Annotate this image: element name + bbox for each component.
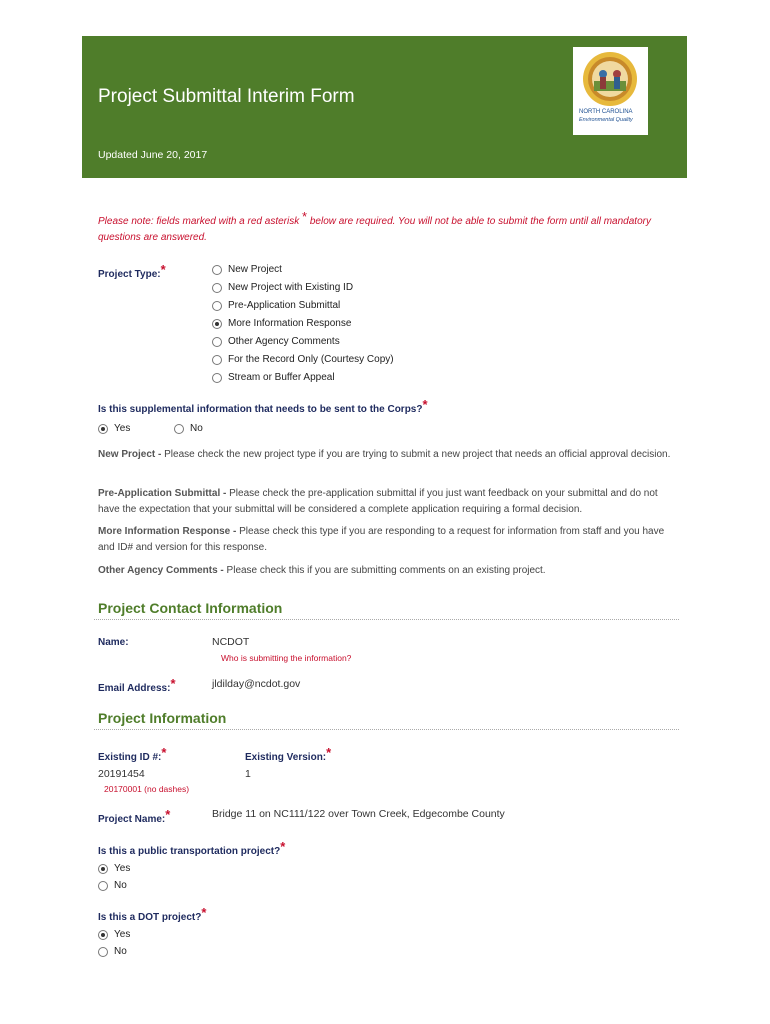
help-other-agency: Other Agency Comments - Please check this if you are submitting comments on an existing project. [98, 565, 546, 576]
required-note [98, 209, 658, 246]
project-type-option[interactable] [212, 336, 340, 347]
project-type-option[interactable] [212, 318, 351, 329]
dot-project-yes-radio[interactable]: Yes [98, 929, 130, 940]
project-type-option-label: Other Agency Comments [228, 336, 340, 347]
public-transport-label: Is this a public transportation project?* [98, 839, 286, 857]
note-text-end: below are required. You will not be able to submit the form until all mandatory questions are answered. [98, 216, 651, 243]
existing-id-label: Existing ID #:* [98, 745, 167, 763]
dot-project-no-radio[interactable]: No [98, 946, 127, 957]
section-divider [94, 729, 679, 730]
form-header [82, 36, 687, 178]
project-type-option-label: New Project with Existing ID [228, 282, 354, 293]
radio-button[interactable] [98, 881, 108, 891]
updated-date: Updated June 20, 2017 [98, 149, 208, 161]
contact-section-heading: Project Contact Information [98, 600, 283, 616]
radio-button[interactable] [212, 337, 222, 347]
project-type-option-label: New Project [228, 264, 282, 275]
radio-button[interactable] [212, 355, 222, 365]
project-name-field[interactable]: Bridge 11 on NC111/122 over Town Creek, Edgecombe County [212, 808, 505, 820]
radio-button[interactable] [212, 301, 222, 311]
project-type-option-label: For the Record Only (Courtesy Copy) [228, 354, 394, 365]
project-name-label: Project Name:* [98, 807, 171, 825]
corps-no-radio[interactable]: No [174, 423, 203, 434]
page-title: Project Submittal Interim Form [98, 86, 355, 107]
corps-question-label: Is this supplemental information that needs to be sent to the Corps?* [98, 397, 428, 415]
name-hint: Who is submitting the information? [221, 653, 352, 663]
existing-id-field[interactable]: 20191454 [98, 768, 145, 780]
section-divider [94, 619, 679, 620]
radio-button[interactable] [98, 424, 108, 434]
note-text-start: Please note: fields marked with a red asterisk [98, 216, 300, 227]
radio-button[interactable] [212, 283, 222, 293]
existing-version-label: Existing Version:* [245, 745, 332, 763]
project-type-label: Project Type:* [98, 262, 166, 280]
help-more-information: More Information Response - Please check this type if you are responding to a request for information from staff and you have and ID# and version for this response. [98, 526, 665, 553]
project-type-option-label: More Information Response [228, 318, 352, 329]
project-type-option[interactable] [212, 264, 282, 275]
help-pre-application: Pre-Application Submittal - Please check the pre-application submittal if you just want feedback on your submittal and do not have the expectation that your submittal will be considered a complete application requiring a formal decision. [98, 488, 658, 515]
radio-button[interactable] [98, 930, 108, 940]
radio-button[interactable] [174, 424, 184, 434]
project-type-option-label: Pre-Application Submittal [228, 300, 341, 311]
corps-yes-radio[interactable]: Yes [98, 423, 130, 434]
logo-text-state: NORTH CAROLINA [579, 109, 633, 115]
required-asterisk: * [302, 209, 308, 224]
existing-id-hint: 20170001 (no dashes) [104, 784, 190, 794]
existing-version-field[interactable]: 1 [245, 768, 251, 780]
dot-project-label: Is this a DOT project?* [98, 905, 207, 923]
email-field[interactable]: jldilday@ncdot.gov [212, 678, 301, 690]
name-label: Name: [98, 637, 129, 648]
public-transport-yes-radio[interactable]: Yes [98, 863, 130, 874]
project-type-option[interactable] [212, 372, 335, 383]
state-seal-icon [582, 51, 638, 107]
email-label: Email Address:* [98, 676, 176, 694]
radio-button[interactable] [212, 319, 222, 329]
radio-button[interactable] [98, 864, 108, 874]
radio-button[interactable] [212, 373, 222, 383]
project-type-option[interactable] [212, 300, 340, 311]
radio-button[interactable] [212, 265, 222, 275]
logo-text-agency: Environmental Quality [579, 117, 633, 123]
project-type-option-label: Stream or Buffer Appeal [228, 372, 335, 383]
public-transport-no-radio[interactable]: No [98, 880, 127, 891]
project-type-option[interactable] [212, 282, 353, 293]
ncdeq-logo [573, 47, 648, 135]
project-type-option[interactable] [212, 354, 394, 365]
name-field[interactable]: NCDOT [212, 636, 250, 648]
project-info-heading: Project Information [98, 710, 227, 726]
radio-button[interactable] [98, 947, 108, 957]
help-new-project: New Project - Please check the new project type if you are trying to submit a new project that needs an official approval decision. [98, 449, 671, 460]
